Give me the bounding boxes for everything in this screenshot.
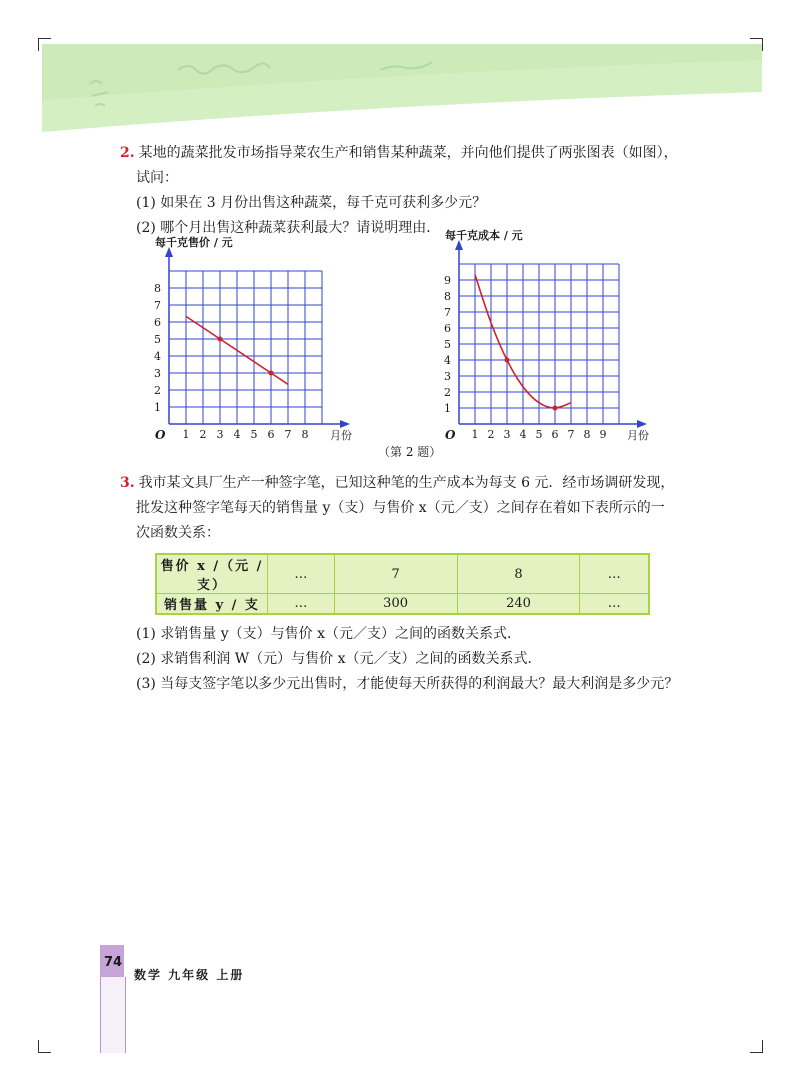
- table-cell: 240: [457, 594, 580, 615]
- x-tick-label: 7: [567, 428, 575, 441]
- crop-mark-top-left: [38, 38, 51, 51]
- table-header-sales: 销售量 y / 支: [156, 594, 268, 615]
- x-tick-label: 7: [284, 428, 292, 441]
- x-tick-label: 6: [551, 428, 559, 441]
- y-tick-label: 5: [444, 338, 451, 351]
- table-cell: …: [580, 554, 649, 594]
- table-cell: …: [580, 594, 649, 615]
- y-tick-label: 3: [154, 367, 161, 380]
- x-axis-arrow: [637, 420, 647, 428]
- page-margin-bar: [100, 977, 126, 1053]
- y-tick-label: 1: [444, 402, 451, 415]
- table-row: [156, 594, 649, 615]
- problem2-line1: [120, 143, 678, 163]
- problem2-line2: 试问：: [136, 170, 178, 186]
- table-cell: …: [268, 554, 335, 594]
- table-cell: 8: [457, 554, 580, 594]
- x-axis-arrow: [340, 420, 350, 428]
- cost-chart: [440, 229, 665, 443]
- y-tick-label: 6: [444, 322, 451, 335]
- y-tick-label: 6: [154, 316, 161, 329]
- data-point: [505, 358, 510, 363]
- y-tick-label: 8: [444, 290, 451, 303]
- table-cell: 7: [334, 554, 457, 594]
- x-tick-label: 4: [233, 428, 241, 441]
- data-point: [218, 337, 223, 342]
- page-number: 74: [104, 955, 123, 970]
- problem2-text: 某地的蔬菜批发市场指导菜农生产和销售某种蔬菜，并向他们提供了两张图表（如图），: [138, 145, 678, 161]
- x-tick-label: 4: [519, 428, 527, 441]
- x-tick-label: 1: [182, 428, 190, 441]
- y-tick-label: 9: [444, 274, 451, 287]
- y-tick-label: 7: [444, 306, 451, 319]
- y-tick-label: 3: [444, 370, 451, 383]
- x-tick-label: 8: [301, 428, 309, 441]
- table-header-price: 售价 x /（元 / 支）: [156, 554, 268, 594]
- x-tick-label: 1: [471, 428, 479, 441]
- y-tick-label: 4: [154, 350, 161, 363]
- price-chart: [150, 238, 375, 443]
- table-cell: …: [268, 594, 335, 615]
- problem2-number: 2.: [120, 145, 135, 161]
- x-tick-label: 9: [599, 428, 607, 441]
- y-axis-title: 每千克成本 / 元: [445, 229, 523, 242]
- x-tick-label: 3: [503, 428, 511, 441]
- problem3-text: 我市某文具厂生产一种签字笔，已知这种笔的生产成本为每支 6 元．经市场调研发现，: [138, 475, 675, 491]
- problem3-question3: (3) 当每支签字笔以多少元出售时，才能使每天所获得的利润最大？最大利润是多少元？: [136, 676, 679, 692]
- crop-mark-top-right: [750, 38, 763, 51]
- x-axis-title: 月份: [330, 429, 352, 442]
- x-tick-label: 2: [487, 428, 495, 441]
- table-cell: 300: [334, 594, 457, 615]
- problem3-question1: (1) 求销售量 y（支）与售价 x（元／支）之间的函数关系式．: [136, 626, 521, 642]
- y-tick-label: 2: [444, 386, 451, 399]
- problem3-question2: (2) 求销售利润 W（元）与售价 x（元／支）之间的函数关系式．: [136, 651, 542, 667]
- table-row: [156, 554, 649, 594]
- x-tick-label: 3: [216, 428, 224, 441]
- y-axis-title: 每千克售价 / 元: [155, 236, 233, 249]
- x-tick-label: 2: [199, 428, 207, 441]
- price-sales-table: [155, 553, 650, 615]
- y-tick-label: 4: [444, 354, 451, 367]
- problem2-question1: (1) 如果在 3 月份出售这种蔬菜，每千克可获利多少元？: [136, 195, 487, 211]
- crop-mark-bottom-right: [750, 1040, 763, 1053]
- book-title: 数学 九年级 上册: [134, 968, 245, 982]
- origin-label: O: [445, 428, 456, 442]
- y-tick-label: 8: [154, 282, 161, 295]
- y-tick-label: 5: [154, 333, 161, 346]
- x-tick-label: 8: [583, 428, 591, 441]
- figure-caption: （第 2 题）: [378, 445, 442, 459]
- problem2-question2: (2) 哪个月出售这种蔬菜获利最大？请说明理由．: [136, 220, 441, 236]
- y-tick-label: 2: [154, 384, 161, 397]
- crop-mark-bottom-left: [38, 1040, 51, 1053]
- problem3-number: 3.: [120, 475, 135, 491]
- data-point: [553, 406, 558, 411]
- origin-label: O: [155, 428, 166, 442]
- problem3-line1: [120, 473, 674, 493]
- data-point: [269, 371, 274, 376]
- y-tick-label: 1: [154, 401, 161, 414]
- problem3-line2: 批发这种签字笔每天的销售量 y（支）与售价 x（元／支）之间存在着如下表所示的一: [136, 500, 665, 516]
- x-tick-label: 6: [267, 428, 275, 441]
- x-axis-title: 月份: [627, 429, 649, 442]
- x-tick-label: 5: [250, 428, 258, 441]
- problem3-line3: 次函数关系：: [136, 525, 220, 541]
- y-tick-label: 7: [154, 299, 161, 312]
- header-banner: [0, 0, 800, 135]
- x-tick-label: 5: [535, 428, 543, 441]
